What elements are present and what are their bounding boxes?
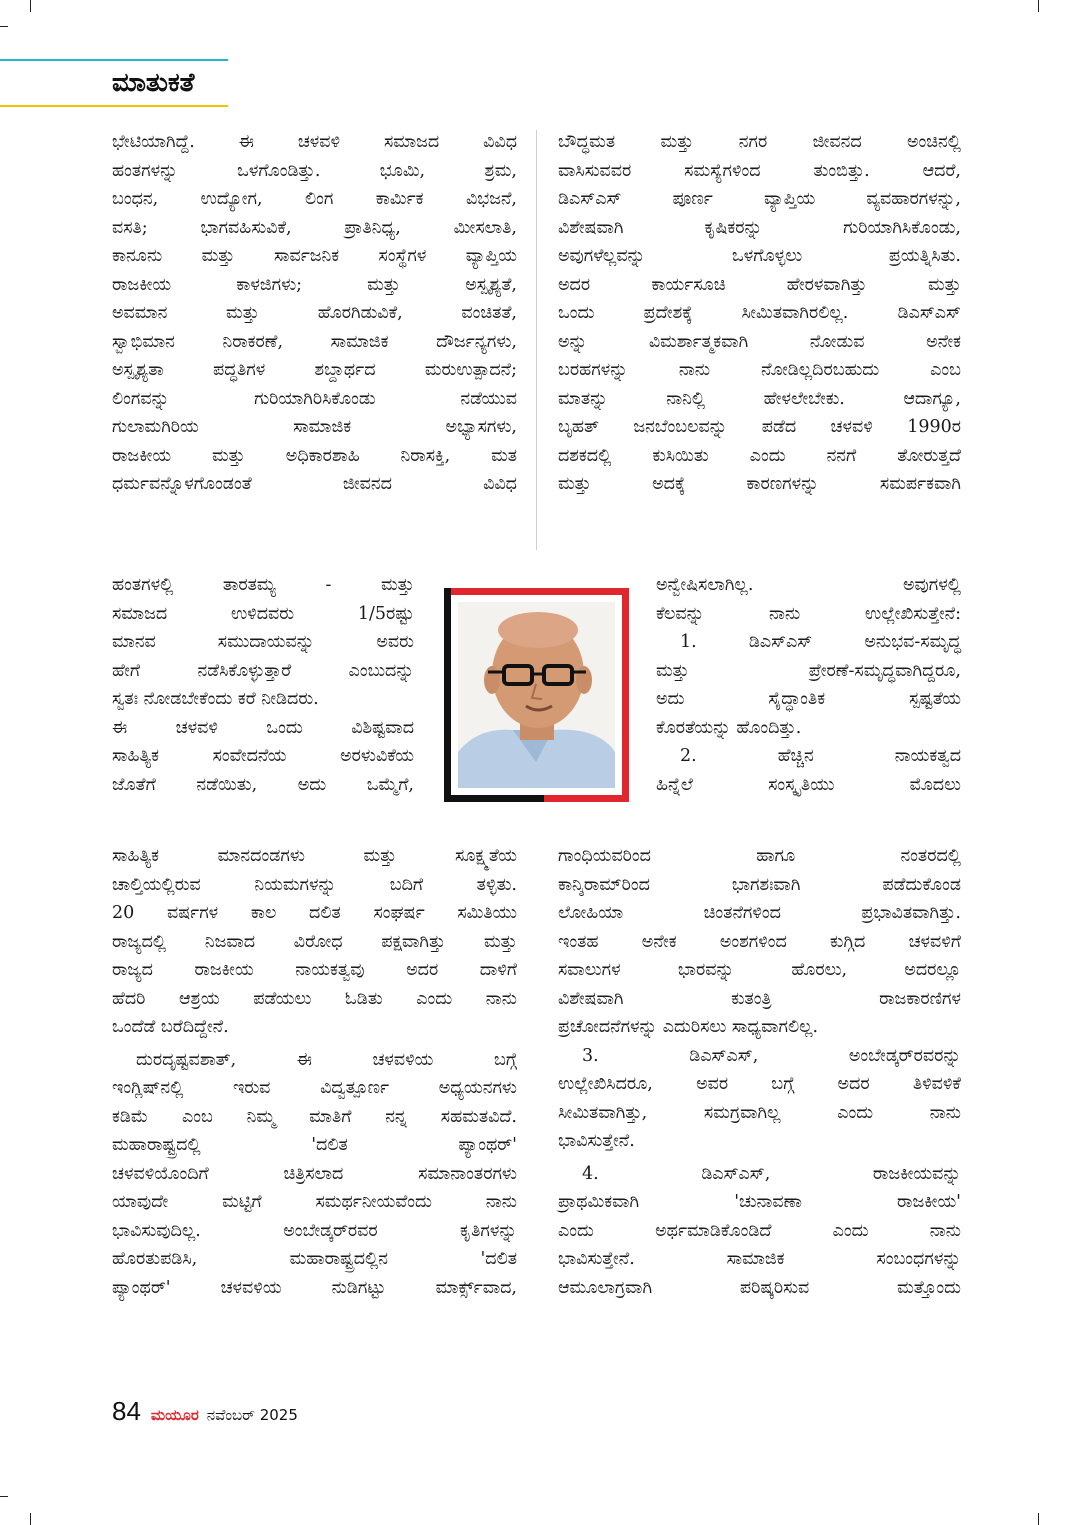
- issue-date: ನವೆಂಬರ್ 2025: [206, 1406, 298, 1424]
- section-rule-bottom: [0, 105, 228, 107]
- crop-mark: [0, 1496, 8, 1497]
- text-line: ಸ್ವಾಭಿಮಾನ ನಿರಾಕರಣೆ, ಸಾಮಾಜಿಕ ದೌರ್ಜನ್ಯಗಳು,: [112, 331, 517, 352]
- text-line: ಅದರ ಕಾರ್ಯಸೂಚಿ ಹೇರಳವಾಗಿತ್ತು ಮತ್ತು: [558, 274, 961, 295]
- text-line: ಲೋಹಿಯಾ ಚಿಂತನೆಗಳಿಂದ ಪ್ರಭಾವಿತವಾಗಿತ್ತು.: [558, 903, 961, 923]
- page-footer: [112, 1396, 298, 1430]
- text-line: ಹೆದರಿ ಆಶ್ರಯ ಪಡೆಯಲು ಓಡಿತು ಎಂದು ನಾನು: [112, 988, 517, 1009]
- text-line: ಚಾಲ್ತಿಯಲ್ಲಿರುವ ನಿಯಮಗಳನ್ನು ಬದಿಗೆ ತಳ್ಳಿತು.: [112, 874, 517, 895]
- text-line: ಗುಲಾಮಗಿರಿಯ ಸಾಮಾಜಿಕ ಅಭ್ಯಾಸಗಳು,: [112, 417, 517, 437]
- text-line: ಬೃಹತ್ ಜನಬೆಂಬಲವನ್ನು ಪಡೆದ ಚಳವಳಿ 1990ರ: [558, 417, 961, 437]
- text-line: ಪ್ರಾಥಮಿಕವಾಗಿ 'ಚುನಾವಣಾ ರಾಜಕೀಯ': [558, 1192, 961, 1212]
- text-line: ಅವುಗಳೆಲ್ಲವನ್ನು ಒಳಗೊಳ್ಳಲು ಪ್ರಯತ್ನಿಸಿತು.: [558, 246, 961, 266]
- left-column-bottom: [112, 842, 517, 1302]
- text-line: ಕೆಲವನ್ನು ನಾನು ಉಲ್ಲೇಖಿಸುತ್ತೇನೆ:: [656, 603, 961, 624]
- text-line: ಜೊತೆಗೆ ನಡೆಯಿತು, ಅದು ಒಮ್ಮೆಗೆ,: [112, 774, 414, 795]
- frame-bar: [444, 588, 451, 802]
- text-line: ಹೇಗೆ ನಡೆಸಿಕೊಳ್ಳುತ್ತಾರೆ ಎಂಬುದನ್ನು: [112, 660, 414, 681]
- text-line: 20 ವರ್ಷಗಳ ಕಾಲ ದಲಿತ ಸಂಘರ್ಷ ಸಮಿತಿಯು: [112, 903, 517, 923]
- text-line: ಸಮಾಜದ ಉಳಿದವರು 1/5ರಷ್ಟು: [112, 603, 414, 624]
- text-line: ಬರಹಗಳನ್ನು ನಾನು ನೋಡಿಲ್ಲದಿರಬಹುದು ಎಂಬ: [558, 360, 961, 380]
- section-rule-top: [0, 59, 228, 61]
- author-photo-frame: [444, 588, 629, 802]
- text-line: ರಾಜ್ಯದಲ್ಲಿ ನಿಜವಾದ ವಿರೋಧ ಪಕ್ಷವಾಗಿತ್ತು ಮತ್ತು: [112, 931, 517, 952]
- magazine-brand: ಮಯೂರ: [150, 1406, 199, 1424]
- text-line: ಮಾತನ್ನು ನಾನಿಲ್ಲಿ ಹೇಳಲೇಬೇಕು. ಆದಾಗ್ಯೂ,: [558, 388, 961, 409]
- text-line: ಮತ್ತು ಪ್ರೇರಣೆ-ಸಮೃದ್ಧವಾಗಿದ್ದರೂ,: [656, 660, 961, 681]
- text-line: ಲಿಂಗವನ್ನು ಗುರಿಯಾಗಿರಿಸಿಕೊಂಡು ನಡೆಯುವ: [112, 388, 517, 409]
- text-line: ಭಾವಿಸುವುದಿಲ್ಲ. ಅಂಬೇಡ್ಕರ್‌ರವರ ಕೃತಿಗಳನ್ನು: [112, 1220, 517, 1241]
- text-line: ಭಾವಿಸುತ್ತೇನೆ.: [558, 1131, 635, 1151]
- text-line: ಗಾಂಧಿಯವರಿಂದ ಹಾಗೂ ನಂತರದಲ್ಲಿ: [558, 846, 961, 866]
- text-line: ಹಿನ್ನೆಲೆ ಸಂಸ್ಕೃತಿಯು ಮೊದಲು: [656, 774, 961, 795]
- text-line: ವಾಸಿಸುವವರ ಸಮಸ್ಯೆಗಳಿಂದ ತುಂಬಿತ್ತು. ಆದರೆ,: [558, 160, 961, 181]
- text-line: ಅಸ್ಪೃಶ್ಯತಾ ಪದ್ಧತಿಗಳ ಶಬ್ದಾರ್ಥದ ಮರುಉತ್ಪಾದನೆ;: [112, 360, 517, 380]
- text-line: ಯಾವುದೇ ಮಟ್ಟಿಗೆ ಸಮರ್ಥನೀಯವೆಂದು ನಾನು: [112, 1192, 517, 1212]
- text-line: ಸೀಮಿತವಾಗಿತ್ತು, ಸಮಗ್ರವಾಗಿಲ್ಲ ಎಂದು ನಾನು: [558, 1102, 961, 1123]
- text-line: ಚಳವಳಿಯೊಂದಿಗೆ ಚಿತ್ರಿಸಲಾದ ಸಮಾನಾಂತರಗಳು: [112, 1163, 517, 1184]
- text-line: ರಾಜಕೀಯ ಕಾಳಜಿಗಳು; ಮತ್ತು ಅಸ್ಪೃಶ್ಯತೆ,: [112, 274, 517, 295]
- text-line: ಮಹಾರಾಷ್ಟ್ರದಲ್ಲಿ 'ದಲಿತ ಪ್ಯಾಂಥರ್': [112, 1135, 517, 1155]
- crop-mark: [1038, 0, 1039, 12]
- text-line: ಕಾನ್ಶಿರಾಮ್‌ರಿಂದ ಭಾಗಶಃವಾಗಿ ಪಡೆದುಕೊಂಡ: [558, 874, 961, 895]
- text-line: ಅನ್ವೇಷಿಸಲಾಗಿಲ್ಲ. ಅವುಗಳಲ್ಲಿ: [656, 575, 961, 595]
- text-line: 4. ಡಿಎಸ್‌ಎಸ್, ರಾಜಕೀಯವನ್ನು: [582, 1163, 961, 1184]
- page-number: 84: [112, 1396, 141, 1426]
- text-line: ಅನ್ನು ವಿಮರ್ಶಾತ್ಮಕವಾಗಿ ನೋಡುವ ಅನೇಕ: [558, 331, 961, 352]
- right-column-bottom: [558, 842, 961, 1302]
- text-line: ಸ್ವತಃ ನೋಡಬೇಕೆಂದು ಕರೆ ನೀಡಿದರು.: [112, 689, 319, 709]
- text-line: ಭಾವಿಸುತ್ತೇನೆ. ಸಾಮಾಜಿಕ ಸಂಬಂಧಗಳನ್ನು: [558, 1249, 961, 1269]
- text-line: ಆಮೂಲಾಗ್ರವಾಗಿ ಪರಿಷ್ಕರಿಸುವ ಮತ್ತೊಂದು: [558, 1277, 961, 1298]
- text-line: ಒಂದೆಡೆ ಬರೆದಿದ್ದೇನೆ.: [112, 1017, 229, 1037]
- text-line: 2. ಹೆಚ್ಚಿನ ನಾಯಕತ್ವದ: [680, 746, 961, 766]
- left-column-wrap: [112, 571, 414, 799]
- crop-mark: [30, 0, 31, 12]
- frame-bar: [444, 588, 629, 595]
- text-line: ಉಲ್ಲೇಖಿಸಿದರೂ, ಅವರ ಬಗ್ಗೆ ಅದರ ತಿಳಿವಳಿಕೆ: [558, 1074, 961, 1094]
- text-line: ಈ ಚಳವಳಿ ಒಂದು ವಿಶಿಷ್ಟವಾದ: [112, 717, 414, 738]
- section-title: ಮಾತುಕತೆ: [112, 68, 195, 98]
- text-line: ಬೌದ್ಧಮತ ಮತ್ತು ನಗರ ಜೀವನದ ಅಂಚಿನಲ್ಲಿ: [558, 132, 961, 152]
- text-line: 1. ಡಿಎಸ್‌ಎಸ್ ಅನುಭವ-ಸಮೃದ್ಧ: [680, 632, 961, 652]
- text-line: ಡಿಎಸ್‌ಎಸ್ ಪೂರ್ಣ ವ್ಯಾಪ್ತಿಯ ವ್ಯವಹಾರಗಳನ್ನು,: [558, 189, 961, 209]
- text-line: ಇಂತಹ ಅನೇಕ ಅಂಶಗಳಿಂದ ಕುಗ್ಗಿದ ಚಳವಳಿಗೆ: [558, 931, 961, 952]
- text-line: ಪ್ಯಾಂಥರ್' ಚಳವಳಿಯ ನುಡಿಗಟ್ಟು ಮಾರ್ಕ್ಸ್‌ವಾದ,: [112, 1277, 517, 1298]
- crop-mark: [30, 1513, 31, 1525]
- text-line: ಸವಾಲುಗಳ ಭಾರವನ್ನು ಹೊರಲು, ಅದರಲ್ಲೂ: [558, 960, 961, 980]
- text-line: ಧರ್ಮವನ್ನೊಳಗೊಂಡಂತೆ ಜೀವನದ ವಿವಿಧ: [112, 474, 517, 494]
- text-line: ಕಡಿಮೆ ಎಂಬ ನಿಮ್ಮ ಮಾತಿಗೆ ನನ್ನ ಸಹಮತವಿದೆ.: [112, 1106, 517, 1127]
- right-column-top: [558, 128, 961, 499]
- text-line: ಒಂದು ಪ್ರದೇಶಕ್ಕೆ ಸೀಮಿತವಾಗಿರಲಿಲ್ಲ. ಡಿಎಸ್‌ಎಸ್: [558, 303, 961, 323]
- text-line: ಭೇಟಿಯಾಗಿದ್ದೆ. ಈ ಚಳವಳಿ ಸಮಾಜದ ವಿವಿಧ: [112, 132, 517, 152]
- text-line: ಕಾನೂನು ಮತ್ತು ಸಾರ್ವಜನಿಕ ಸಂಸ್ಥೆಗಳ ವ್ಯಾಪ್ತಿಯ: [112, 246, 517, 266]
- text-line: ಬಂಧನ, ಉದ್ಯೋಗ, ಲಿಂಗ ಕಾರ್ಮಿಕ ವಿಭಜನೆ,: [112, 189, 517, 209]
- text-line: ಅವಮಾನ ಮತ್ತು ಹೊರಗಿಡುವಿಕೆ, ವಂಚಿತತೆ,: [112, 303, 517, 323]
- text-line: 3. ಡಿಎಸ್‌ಎಸ್, ಅಂಬೇಡ್ಕರ್‌ರವರನ್ನು: [582, 1045, 961, 1066]
- right-column-wrap: [656, 571, 961, 799]
- crop-mark: [1038, 1513, 1039, 1525]
- column-divider: [536, 130, 537, 550]
- text-line: ಹಂತಗಳನ್ನು ಒಳಗೊಂಡಿತ್ತು. ಭೂಮಿ, ಶ್ರಮ,: [112, 160, 517, 181]
- text-line: ಹಂತಗಳಲ್ಲಿ ತಾರತಮ್ಯ - ಮತ್ತು: [112, 575, 414, 595]
- text-line: ವಿಶೇಷವಾಗಿ ಕೃಷಿಕರನ್ನು ಗುರಿಯಾಗಿಸಿಕೊಂಡು,: [558, 217, 961, 238]
- text-line: ಸಾಹಿತ್ಯಿಕ ಮಾನದಂಡಗಳು ಮತ್ತು ಸೂಕ್ಷ್ಮತೆಯ: [112, 846, 517, 866]
- frame-bar: [444, 795, 544, 802]
- text-line: ರಾಜಕೀಯ ಮತ್ತು ಅಧಿಕಾರಶಾಹಿ ನಿರಾಸಕ್ತಿ, ಮತ: [112, 445, 517, 466]
- text-line: ಸಾಹಿತ್ಯಿಕ ಸಂವೇದನೆಯ ಅರಳುವಿಕೆಯ: [112, 746, 414, 766]
- text-line: ದುರದೃಷ್ಟವಶಾತ್, ಈ ಚಳವಳಿಯ ಬಗ್ಗೆ: [136, 1049, 517, 1070]
- frame-bar: [544, 795, 629, 802]
- left-column-top: [112, 128, 517, 499]
- text-line: ಹೊರತುಪಡಿಸಿ, ಮಹಾರಾಷ್ಟ್ರದಲ್ಲಿನ 'ದಲಿತ: [112, 1249, 517, 1269]
- text-line: ರಾಜ್ಯದ ರಾಜಕೀಯ ನಾಯಕತ್ವವು ಅದರ ದಾಳಿಗೆ: [112, 960, 517, 980]
- text-line: ವಸತಿ; ಭಾಗವಹಿಸುವಿಕೆ, ಪ್ರಾತಿನಿಧ್ಯ, ಮೀಸಲಾತಿ,: [112, 217, 517, 238]
- text-line: ದಶಕದಲ್ಲಿ ಕುಸಿಯಿತು ಎಂದು ನನಗೆ ತೋರುತ್ತದೆ: [558, 445, 961, 466]
- text-line: ಅದು ಸೈದ್ಧಾಂತಿಕ ಸ್ಪಷ್ಟತೆಯ: [656, 689, 961, 709]
- text-line: ಇಂಗ್ಲಿಷ್‌ನಲ್ಲಿ ಇರುವ ವಿದ್ವತ್ಪೂರ್ಣ ಅಧ್ಯಯನಗಳು: [112, 1078, 517, 1098]
- text-line: ವಿಶೇಷವಾಗಿ ಕುತಂತ್ರಿ ರಾಜಕಾರಣಿಗಳ: [558, 988, 961, 1009]
- text-line: ಎಂದು ಅರ್ಥಮಾಡಿಕೊಂಡಿದೆ ಎಂದು ನಾನು: [558, 1220, 961, 1241]
- text-line: ಪ್ರಚೋದನೆಗಳನ್ನು ಎದುರಿಸಲು ಸಾಧ್ಯವಾಗಲಿಲ್ಲ.: [558, 1017, 819, 1037]
- text-line: ಕೊರತೆಯನ್ನು ಹೊಂದಿತ್ತು.: [656, 717, 802, 738]
- portrait-photo: [458, 602, 615, 788]
- text-line: ಮತ್ತು ಅದಕ್ಕೆ ಕಾರಣಗಳನ್ನು ಸಮರ್ಪಕವಾಗಿ: [558, 474, 961, 494]
- text-line: ಮಾನವ ಸಮುದಾಯವನ್ನು ಅವರು: [112, 632, 414, 652]
- crop-mark: [0, 26, 8, 27]
- portrait-illustration: [458, 602, 615, 788]
- frame-bar: [622, 588, 629, 802]
